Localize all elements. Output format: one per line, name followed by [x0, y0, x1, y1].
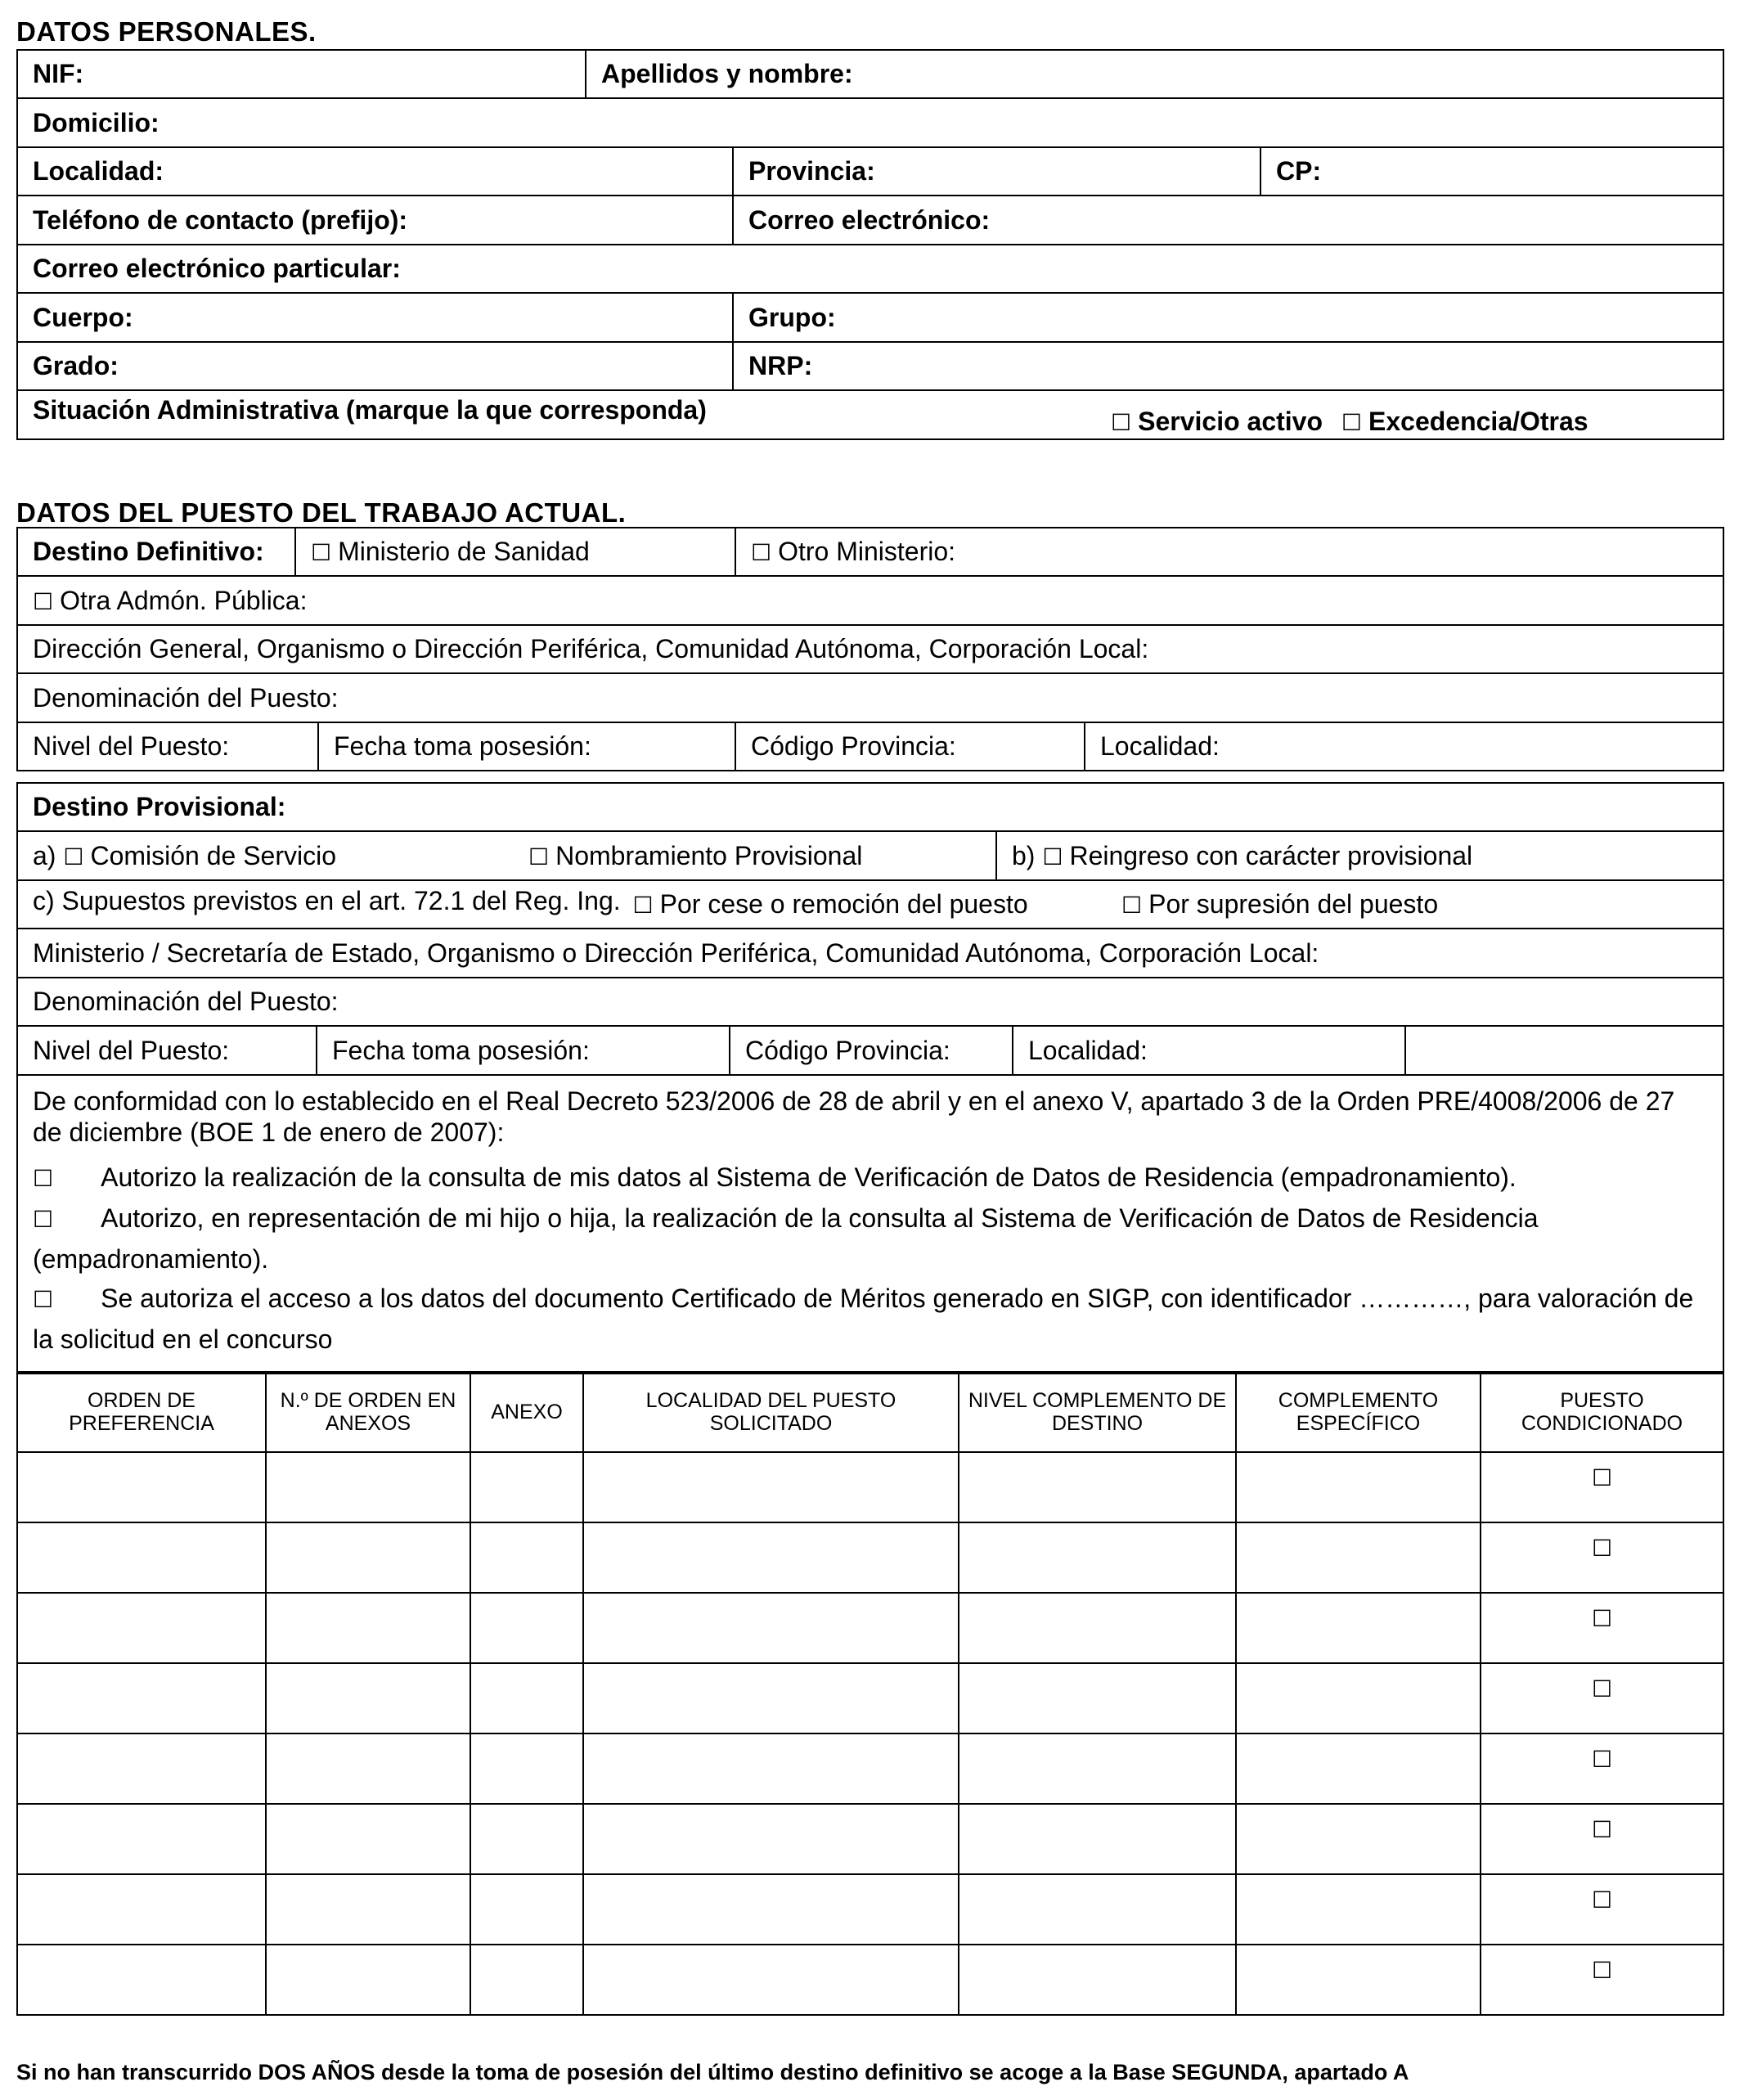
consent-intro: De conformidad con lo establecido en el Real Decreto 523/2006 de 28 de abril y en el anexo V, apartado 3 de la Orden PRE/4008/2006 de 27 de diciembre (BOE 1 de enero de 2007): — [33, 1086, 1675, 1147]
reingreso-checkbox[interactable]: ☐ — [1042, 843, 1063, 870]
requested-posts-body — [17, 1452, 1723, 2015]
table-cell[interactable] — [470, 1452, 583, 1522]
servicio-activo-checkbox[interactable]: ☐ — [1111, 409, 1132, 435]
provisional-codigo-localidad — [730, 1026, 1405, 1075]
header-orden-preferencia: ORDEN DE PREFERENCIA — [17, 1372, 266, 1452]
correo-field[interactable] — [733, 196, 1723, 245]
table-cell[interactable] — [470, 1874, 583, 1945]
table-cell[interactable] — [959, 1804, 1236, 1874]
table-cell[interactable] — [266, 1734, 470, 1804]
header-nivel-complemento: NIVEL COMPLEMENTO DE DESTINO — [959, 1372, 1236, 1452]
consent-item-3 — [33, 1279, 1708, 1359]
puesto-condicionado-cell[interactable] — [1481, 1945, 1723, 2015]
correo-particular-label: Correo electrónico particular: — [33, 254, 401, 283]
direccion-general-field[interactable] — [17, 625, 1723, 673]
table-cell[interactable] — [266, 1663, 470, 1734]
nombramiento-option[interactable] — [528, 841, 862, 871]
servicio-activo-label: Servicio activo — [1138, 406, 1323, 436]
nrp-label: NRP: — [748, 351, 813, 380]
table-cell[interactable] — [959, 1452, 1236, 1522]
table-cell[interactable] — [583, 1593, 959, 1663]
provisional-options-c — [17, 880, 1723, 929]
table-row — [17, 1945, 1723, 2015]
puesto-condicionado-checkbox[interactable]: ☐ — [1591, 1958, 1613, 1983]
localidad-puesto-label: Localidad: — [1100, 731, 1220, 761]
puesto-condicionado-cell[interactable] — [1481, 1593, 1723, 1663]
table-row — [17, 1804, 1723, 1874]
nif-field[interactable] — [17, 50, 586, 98]
table-cell[interactable] — [1236, 1522, 1481, 1593]
provisional-denominacion-field[interactable] — [17, 978, 1723, 1026]
apellidos-label: Apellidos y nombre: — [601, 59, 853, 88]
cuerpo-field[interactable] — [17, 293, 733, 342]
destino-provisional-label: Destino Provisional: — [33, 792, 286, 821]
otro-ministerio-label: Otro Ministerio: — [778, 537, 956, 566]
table-row — [17, 1734, 1723, 1804]
table-cell[interactable] — [1236, 1804, 1481, 1874]
comision-label: Comisión de Servicio — [90, 840, 337, 870]
nrp-field[interactable] — [733, 342, 1723, 390]
reingreso-label: Reingreso con carácter provisional — [1069, 840, 1473, 870]
nif-label: NIF: — [33, 59, 84, 88]
direccion-general-label: Dirección General, Organismo o Dirección Periférica, Comunidad Autónoma, Corporación Local: — [33, 634, 1149, 663]
nivel-field[interactable] — [17, 722, 318, 771]
table-row — [17, 1593, 1723, 1663]
puesto-condicionado-cell[interactable] — [1481, 1804, 1723, 1874]
puesto-table — [16, 527, 1724, 771]
table-cell[interactable] — [583, 1663, 959, 1734]
table-cell[interactable] — [583, 1734, 959, 1804]
puesto-condicionado-checkbox[interactable]: ☐ — [1591, 1606, 1613, 1631]
table-cell[interactable] — [1236, 1593, 1481, 1663]
cese-label: Por cese o remoción del puesto — [659, 889, 1028, 919]
puesto-condicionado-cell[interactable] — [1481, 1452, 1723, 1522]
codigo-provincia-field[interactable] — [735, 722, 1085, 771]
otro-ministerio-checkbox[interactable]: ☐ — [751, 540, 772, 565]
puesto-condicionado-checkbox[interactable]: ☐ — [1591, 1887, 1613, 1913]
domicilio-field[interactable] — [17, 98, 1723, 147]
localidad-puesto-field[interactable] — [1085, 722, 1723, 771]
cuerpo-label: Cuerpo: — [33, 302, 133, 332]
requested-posts-table — [16, 1371, 1724, 2016]
denominacion-field[interactable] — [17, 673, 1723, 722]
provisional-localidad-extra — [1405, 1026, 1723, 1075]
table-cell[interactable] — [1236, 1663, 1481, 1734]
table-cell[interactable] — [266, 1593, 470, 1663]
excedencia-label: Excedencia/Otras — [1368, 406, 1588, 436]
provisional-localidad-label: Localidad: — [1028, 1035, 1148, 1065]
telefono-field[interactable] — [17, 196, 733, 245]
provisional-options-a — [17, 831, 996, 880]
supresion-option[interactable] — [1121, 889, 1438, 920]
consent-3-checkbox[interactable]: ☐ — [33, 1287, 54, 1312]
puesto-condicionado-cell[interactable] — [1481, 1874, 1723, 1945]
table-cell[interactable] — [1236, 1874, 1481, 1945]
grado-label: Grado: — [33, 351, 119, 380]
table-cell[interactable] — [470, 1945, 583, 2015]
otro-ministerio-option[interactable] — [735, 528, 1723, 576]
telefono-label: Teléfono de contacto (prefijo): — [33, 205, 408, 235]
situacion-row — [17, 390, 1723, 439]
ministerio-sanidad-label: Ministerio de Sanidad — [338, 537, 590, 566]
provisional-fecha-field[interactable] — [317, 1026, 730, 1075]
provisional-fecha-label: Fecha toma posesión: — [332, 1035, 590, 1065]
destino-definitivo-label-cell — [17, 528, 295, 576]
otra-admon-option[interactable] — [17, 576, 1723, 625]
ministerio-sanidad-checkbox[interactable]: ☐ — [311, 540, 332, 565]
supresion-label: Por supresión del puesto — [1148, 889, 1439, 919]
grupo-field[interactable] — [733, 293, 1723, 342]
header-puesto-condicionado: PUESTO CONDICIONADO — [1481, 1372, 1723, 1452]
provisional-codigo-provincia-label: Código Provincia: — [745, 1035, 950, 1065]
consent-2-text: Autorizo, en representación de mi hijo o hija, la realización de la consulta al Sistema de Verificación de Datos de Residencia (empadronamiento). — [33, 1203, 1539, 1274]
codigo-provincia-label: Código Provincia: — [751, 731, 956, 761]
provisional-table — [16, 782, 1724, 1374]
table-cell[interactable] — [959, 1593, 1236, 1663]
table-cell[interactable] — [959, 1734, 1236, 1804]
excedencia-checkbox[interactable]: ☐ — [1341, 409, 1362, 435]
localidad-field[interactable] — [17, 147, 733, 196]
table-cell[interactable] — [470, 1734, 583, 1804]
table-cell[interactable] — [266, 1522, 470, 1593]
option-b-prefix: b) — [1012, 840, 1036, 870]
table-cell[interactable] — [959, 1945, 1236, 2015]
table-cell[interactable] — [470, 1663, 583, 1734]
puesto-condicionado-checkbox[interactable]: ☐ — [1591, 1747, 1613, 1772]
provincia-field[interactable] — [733, 147, 1260, 196]
provisional-localidad-field[interactable] — [1013, 1036, 1148, 1066]
provisional-codigo-provincia-field[interactable] — [730, 1027, 1013, 1074]
nombramiento-checkbox[interactable]: ☐ — [528, 843, 550, 870]
nivel-label: Nivel del Puesto: — [33, 731, 230, 761]
nombramiento-label: Nombramiento Provisional — [555, 840, 863, 870]
correo-particular-field[interactable] — [17, 245, 1723, 293]
table-cell[interactable] — [959, 1874, 1236, 1945]
provisional-nivel-label: Nivel del Puesto: — [33, 1035, 230, 1065]
table-cell[interactable] — [583, 1804, 959, 1874]
domicilio-label: Domicilio: — [33, 107, 160, 137]
table-cell[interactable] — [17, 1804, 266, 1874]
consent-item-2 — [33, 1198, 1708, 1279]
table-cell[interactable] — [470, 1804, 583, 1874]
table-cell[interactable] — [583, 1452, 959, 1522]
situacion-options — [1111, 407, 1588, 437]
consent-1-checkbox[interactable]: ☐ — [33, 1166, 54, 1191]
table-cell[interactable] — [1236, 1452, 1481, 1522]
table-row — [17, 1874, 1723, 1945]
table-cell[interactable] — [583, 1874, 959, 1945]
provisional-ministerio-label: Ministerio / Secretaría de Estado, Organismo o Dirección Periférica, Comunidad Autónoma, Corporación Local: — [33, 938, 1319, 968]
consent-3-text: Se autoriza el acceso a los datos del documento Certificado de Méritos generado en SIGP, con identificador …………, para valoración de la solicitud en el concurso — [33, 1284, 1694, 1354]
puesto-condicionado-cell[interactable] — [1481, 1522, 1723, 1593]
table-cell[interactable] — [266, 1452, 470, 1522]
consent-2-checkbox[interactable]: ☐ — [33, 1207, 54, 1232]
table-row — [17, 1452, 1723, 1522]
table-cell[interactable] — [583, 1945, 959, 2015]
puesto-condicionado-checkbox[interactable]: ☐ — [1591, 1676, 1613, 1702]
provisional-denominacion-label: Denominación del Puesto: — [33, 987, 339, 1016]
grupo-label: Grupo: — [748, 302, 836, 332]
table-cell[interactable] — [266, 1804, 470, 1874]
ministerio-sanidad-option[interactable] — [295, 528, 735, 576]
section-title-puesto: DATOS DEL PUESTO DEL TRABAJO ACTUAL. — [16, 497, 627, 528]
apellidos-field[interactable] — [586, 50, 1723, 98]
puesto-condicionado-checkbox[interactable]: ☐ — [1591, 1465, 1613, 1491]
provisional-options-b — [996, 831, 1723, 880]
puesto-condicionado-cell[interactable] — [1481, 1734, 1723, 1804]
otra-admon-checkbox[interactable]: ☐ — [33, 588, 54, 614]
header-localidad: LOCALIDAD DEL PUESTO SOLICITADO — [583, 1372, 959, 1452]
consent-block — [17, 1075, 1723, 1374]
table-cell[interactable] — [17, 1874, 266, 1945]
puesto-condicionado-checkbox[interactable]: ☐ — [1591, 1536, 1613, 1561]
table-row — [17, 1522, 1723, 1593]
table-cell[interactable] — [17, 1734, 266, 1804]
personal-data-table — [16, 49, 1724, 440]
correo-label: Correo electrónico: — [748, 205, 991, 235]
option-c-text: c) Supuestos previstos en el art. 72.1 del Reg. Ing. — [33, 886, 621, 915]
table-cell[interactable] — [1236, 1734, 1481, 1804]
consent-1-text: Autorizo la realización de la consulta de mis datos al Sistema de Verificación de Datos de Residencia (empadronamiento). — [101, 1162, 1517, 1192]
denominacion-label: Denominación del Puesto: — [33, 682, 339, 713]
destino-provisional-cell — [17, 783, 1723, 831]
puesto-condicionado-checkbox[interactable]: ☐ — [1591, 1817, 1613, 1842]
situacion-label: Situación Administrativa (marque la que corresponda) — [33, 394, 707, 425]
grado-field[interactable] — [17, 342, 733, 390]
otra-admon-label: Otra Admón. Pública: — [60, 585, 308, 615]
table-cell[interactable] — [17, 1663, 266, 1734]
option-a-prefix: a) — [33, 840, 56, 870]
fecha-field[interactable] — [318, 722, 735, 771]
table-cell[interactable] — [17, 1945, 266, 2015]
table-cell[interactable] — [470, 1593, 583, 1663]
footer-note: Si no han transcurrido DOS AÑOS desde la toma de posesión del último destino definitivo se acoge a la Base SEGUNDA, apartado A — [16, 2060, 1409, 2084]
cp-field[interactable] — [1260, 147, 1723, 196]
table-row — [17, 1663, 1723, 1734]
provincia-label: Provincia: — [748, 156, 875, 186]
puesto-condicionado-cell[interactable] — [1481, 1663, 1723, 1734]
provisional-nivel-field[interactable] — [17, 1026, 317, 1075]
table-cell[interactable] — [959, 1663, 1236, 1734]
table-cell[interactable] — [959, 1522, 1236, 1593]
header-anexo: ANEXO — [470, 1372, 583, 1452]
table-cell[interactable] — [17, 1593, 266, 1663]
header-complemento-especifico: COMPLEMENTO ESPECÍFICO — [1236, 1372, 1481, 1452]
localidad-label: Localidad: — [33, 156, 164, 186]
table-cell[interactable] — [583, 1522, 959, 1593]
cese-checkbox[interactable]: ☐ — [632, 893, 654, 918]
cp-label: CP: — [1276, 156, 1322, 186]
comision-checkbox[interactable]: ☐ — [63, 843, 84, 870]
section-title-personal: DATOS PERSONALES. — [16, 16, 317, 47]
table-cell[interactable] — [1236, 1945, 1481, 2015]
table-cell[interactable] — [17, 1522, 266, 1593]
table-cell[interactable] — [17, 1452, 266, 1522]
table-cell[interactable] — [470, 1522, 583, 1593]
provisional-ministerio-field[interactable] — [17, 929, 1723, 978]
supresion-checkbox[interactable]: ☐ — [1121, 893, 1143, 918]
destino-definitivo-label: Destino Definitivo: — [33, 537, 264, 566]
header-orden-anexos: N.º DE ORDEN EN ANEXOS — [266, 1372, 470, 1452]
table-cell[interactable] — [266, 1874, 470, 1945]
consent-item-1 — [33, 1158, 1708, 1198]
fecha-label: Fecha toma posesión: — [334, 731, 591, 761]
table-cell[interactable] — [266, 1945, 470, 2015]
